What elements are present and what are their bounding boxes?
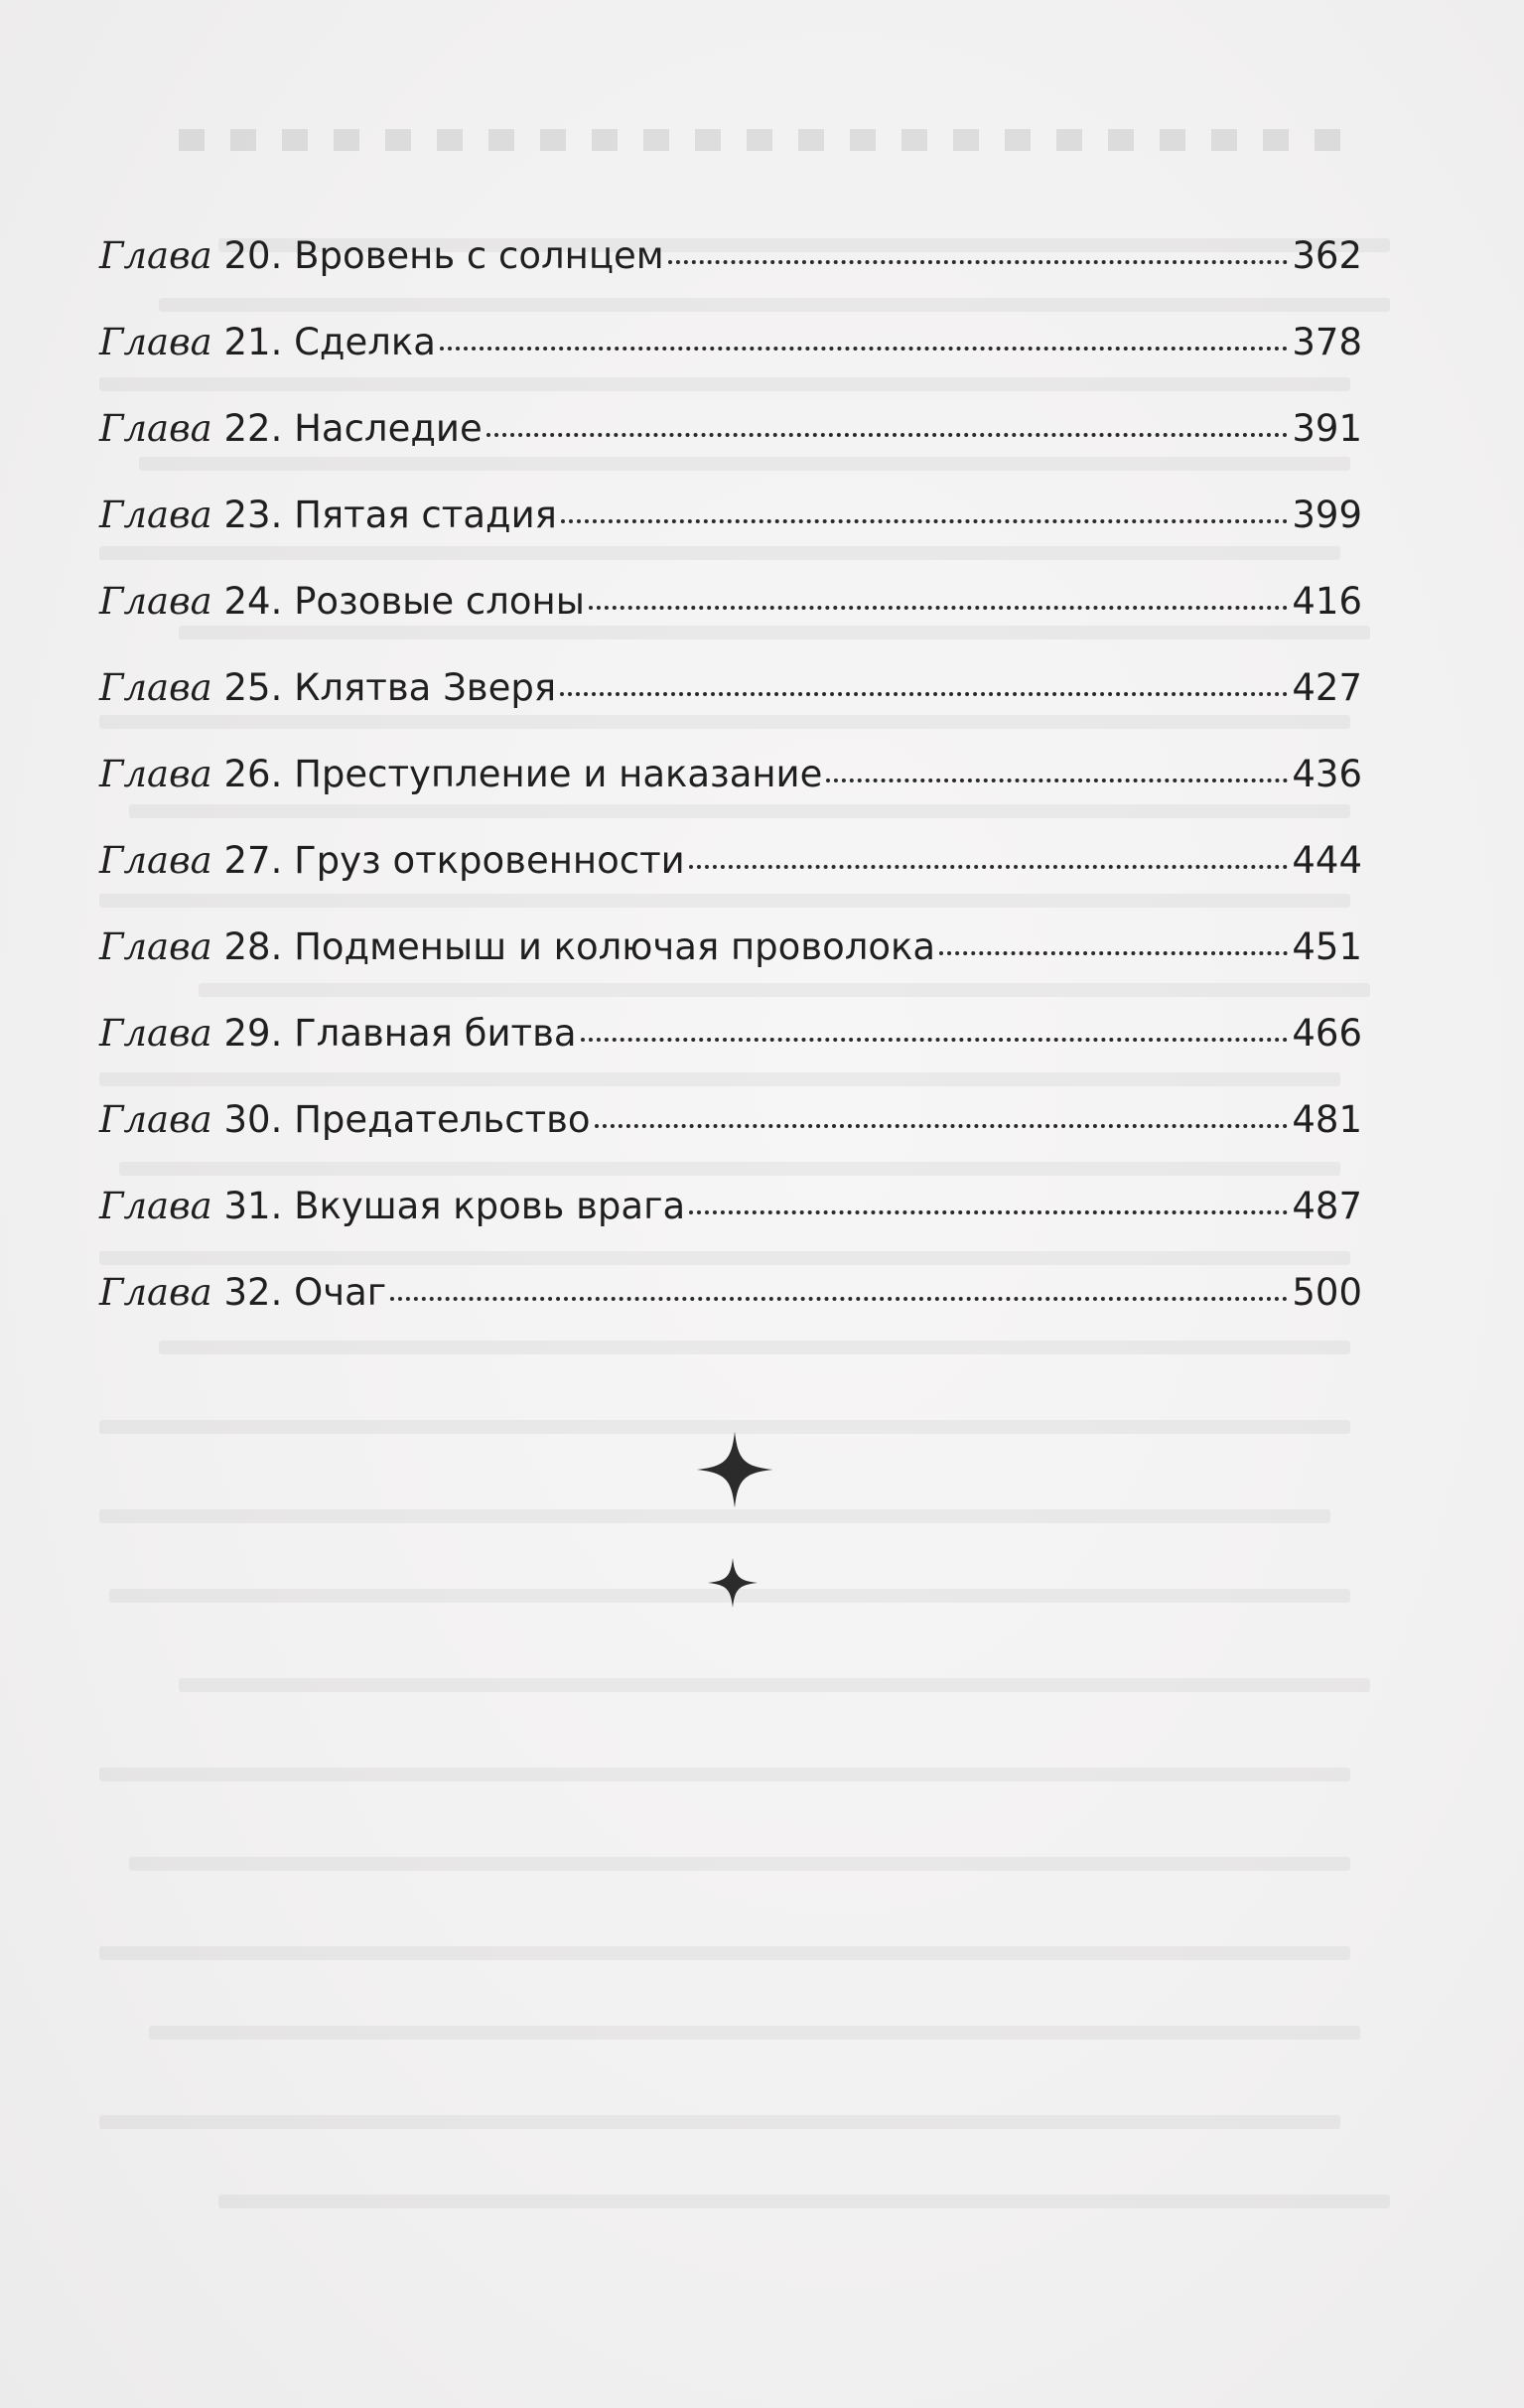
chapter-number: 24. <box>223 580 283 623</box>
toc-entry <box>99 839 1362 925</box>
chapter-label: Глава <box>99 925 212 968</box>
toc-entry <box>99 580 1362 666</box>
chapter-number: 26. <box>223 753 283 795</box>
bleed-through-line <box>179 1678 1370 1692</box>
bleed-through-line <box>99 1946 1350 1960</box>
chapter-number: 32. <box>223 1271 283 1314</box>
chapter-label: Глава <box>99 1098 212 1141</box>
dot-leader <box>486 433 1289 437</box>
chapter-number: 21. <box>223 321 283 363</box>
chapter-label: Глава <box>99 580 212 623</box>
chapter-label: Глава <box>99 494 212 536</box>
chapter-number: 22. <box>223 407 283 450</box>
page-number: 451 <box>1292 925 1362 968</box>
toc-entry <box>99 1012 1362 1098</box>
chapter-title: Подменыш и колючая проволока <box>294 925 936 968</box>
toc-entry <box>99 925 1362 1012</box>
chapter-title: Преступление и наказание <box>294 753 823 795</box>
page-number: 378 <box>1292 321 1362 363</box>
dot-leader <box>668 260 1289 264</box>
chapter-title: Наследие <box>294 407 483 450</box>
chapter-label: Глава <box>99 407 212 450</box>
chapter-title: Главная битва <box>294 1012 577 1055</box>
chapter-title: Сделка <box>294 321 436 363</box>
page-number: 500 <box>1292 1271 1362 1314</box>
page-number: 399 <box>1292 494 1362 536</box>
chapter-title: Пятая стадия <box>294 494 557 536</box>
chapter-number: 25. <box>223 666 283 709</box>
bleed-through-line <box>149 2026 1360 2040</box>
dot-leader <box>826 779 1288 782</box>
chapter-label: Глава <box>99 234 212 277</box>
chapter-label: Глава <box>99 839 212 882</box>
star-ornament-icon <box>707 1557 759 1609</box>
chapter-title: Вкушая кровь врага <box>294 1185 686 1227</box>
page-number: 391 <box>1292 407 1362 450</box>
page-number: 362 <box>1292 234 1362 277</box>
dot-leader <box>689 865 1289 869</box>
chapter-number: 31. <box>223 1185 283 1227</box>
page-number: 444 <box>1292 839 1362 882</box>
dot-leader <box>595 1124 1289 1128</box>
chapter-title: Клятва Зверя <box>294 666 557 709</box>
chapter-label: Глава <box>99 321 212 363</box>
toc-entry <box>99 753 1362 839</box>
toc-entry <box>99 1098 1362 1185</box>
toc-entry <box>99 407 1362 494</box>
toc-entry <box>99 1271 1362 1357</box>
toc-entry <box>99 321 1362 407</box>
chapter-label: Глава <box>99 1271 212 1314</box>
bleed-through-line <box>99 1509 1330 1523</box>
chapter-number: 27. <box>223 839 283 882</box>
toc-entry <box>99 494 1362 580</box>
bleed-through-line <box>99 2115 1340 2129</box>
bleed-through-rune-band <box>179 129 1350 151</box>
bleed-through-line <box>129 1857 1350 1871</box>
chapter-label: Глава <box>99 666 212 709</box>
dot-leader <box>689 1210 1288 1214</box>
page-number: 466 <box>1292 1012 1362 1055</box>
star-ornament-icon <box>695 1430 774 1509</box>
chapter-number: 29. <box>223 1012 283 1055</box>
dot-leader <box>440 347 1288 351</box>
page-number: 481 <box>1292 1098 1362 1141</box>
bleed-through-line <box>218 2195 1390 2208</box>
page-number: 416 <box>1292 580 1362 623</box>
chapter-number: 20. <box>223 234 283 277</box>
chapter-title: Вровень с солнцем <box>294 234 664 277</box>
chapter-number: 28. <box>223 925 283 968</box>
toc-entry <box>99 666 1362 753</box>
dot-leader <box>939 951 1288 955</box>
dot-leader <box>561 519 1289 523</box>
chapter-title: Розовые слоны <box>294 580 585 623</box>
toc-entry <box>99 234 1362 321</box>
chapter-title: Очаг <box>294 1271 387 1314</box>
page-number: 487 <box>1292 1185 1362 1227</box>
toc-entry <box>99 1185 1362 1271</box>
chapter-title: Груз откровенности <box>294 839 685 882</box>
page-number: 436 <box>1292 753 1362 795</box>
table-of-contents <box>99 234 1362 1357</box>
chapter-title: Предательство <box>294 1098 591 1141</box>
page-number: 427 <box>1292 666 1362 709</box>
chapter-label: Глава <box>99 753 212 795</box>
chapter-number: 23. <box>223 494 283 536</box>
dot-leader <box>581 1038 1289 1042</box>
dot-leader <box>589 606 1288 610</box>
chapter-label: Глава <box>99 1012 212 1055</box>
dot-leader <box>390 1297 1288 1301</box>
chapter-number: 30. <box>223 1098 283 1141</box>
bleed-through-line <box>99 1768 1350 1781</box>
dot-leader <box>560 692 1288 696</box>
chapter-label: Глава <box>99 1185 212 1227</box>
